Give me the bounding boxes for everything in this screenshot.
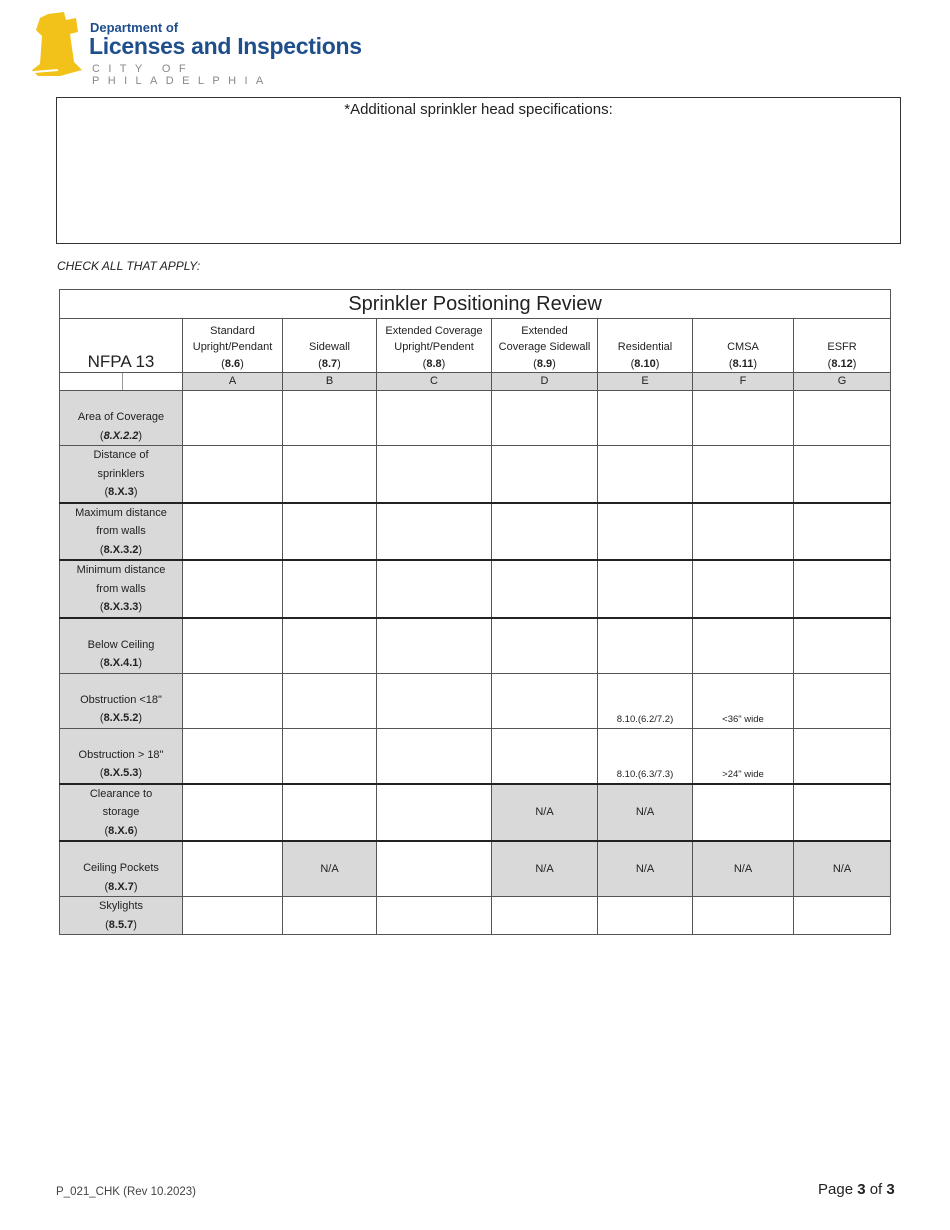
check-cell[interactable]: >24" wide [693,728,794,784]
row-code: (8.X.3) [104,486,138,498]
check-cell[interactable] [377,897,492,935]
check-cell[interactable]: 8.10.(6.2/7.2) [598,673,693,728]
column-letter: B [283,373,377,391]
column-header [183,319,283,373]
check-cell[interactable] [693,618,794,674]
check-cell[interactable] [377,618,492,674]
row-label [60,784,183,842]
check-cell[interactable] [183,618,283,674]
check-cell[interactable] [492,503,598,561]
letter-row-blank [60,373,183,391]
li-logo [30,10,370,87]
row-code: (8.X.6) [104,824,138,837]
check-cell[interactable] [283,897,377,935]
check-cell[interactable] [794,618,891,674]
check-cell[interactable] [693,784,794,842]
check-cell[interactable] [598,897,693,935]
row-label-line: Skylights [98,900,144,912]
column-code: (8.12) [827,357,857,370]
na-cell: N/A [598,784,693,842]
na-cell: N/A [693,841,794,897]
column-header [283,319,377,373]
row-label-line: from walls [96,525,146,537]
row-code: (8.X.3.2) [99,543,143,556]
check-cell[interactable] [492,897,598,935]
table-row [60,503,891,561]
logo-title: Licenses and Inspections [89,33,362,59]
table-row [60,728,891,784]
row-label-line: from walls [96,582,146,595]
check-cell[interactable] [283,446,377,503]
check-cell[interactable] [183,503,283,561]
page-total: 3 [886,1181,895,1198]
column-code: (8.9) [533,357,556,370]
table-row [60,897,891,935]
row-code: (8.X.2.2) [99,429,143,442]
row-label [60,841,183,897]
check-cell[interactable] [377,503,492,561]
corner-nfpa13: NFPA 13 [60,319,183,373]
check-cell[interactable] [794,897,891,935]
row-code: (8.5.7) [105,918,137,931]
check-cell[interactable] [693,391,794,446]
column-header-line: ESFR [827,341,857,353]
check-cell[interactable]: 8.10.(6.3/7.3) [598,728,693,784]
check-cell[interactable] [492,446,598,503]
check-cell[interactable] [183,897,283,935]
row-label [60,897,183,935]
table-row [60,673,891,728]
check-cell[interactable] [693,560,794,618]
row-label [60,560,183,618]
table-row [60,560,891,618]
check-cell[interactable] [693,503,794,561]
table-row [60,446,891,503]
check-cell[interactable] [377,446,492,503]
check-cell[interactable] [183,841,283,897]
column-header-line: Extended Coverage [385,324,483,337]
row-code: (8.X.5.3) [99,767,143,779]
na-cell: N/A [794,841,891,897]
check-cell[interactable] [377,673,492,728]
liberty-bell-icon [30,10,86,78]
column-header-line: Sidewall [309,341,350,353]
row-label-line: Area of Coverage [77,411,165,423]
column-header-line: Extended [521,324,568,337]
check-cell[interactable] [794,560,891,618]
table-row [60,784,891,842]
column-header-line: Coverage Sidewall [498,341,591,353]
column-letter: C [377,373,492,391]
check-cell[interactable] [283,673,377,728]
check-cell[interactable] [794,503,891,561]
logo-dept: Department of [90,20,179,35]
check-cell[interactable] [598,503,693,561]
row-code: (8.X.3.3) [99,601,143,613]
form-id: P_021_CHK (Rev 10.2023) [56,1186,196,1198]
column-header [693,319,794,373]
column-letter: A [183,373,283,391]
additional-specs-box[interactable] [56,97,901,244]
check-cell[interactable] [183,728,283,784]
check-cell[interactable] [794,728,891,784]
check-cell[interactable] [283,391,377,446]
row-label-line: storage [102,806,140,818]
column-letter: E [598,373,693,391]
column-letter: G [794,373,891,391]
check-cell[interactable] [693,897,794,935]
check-cell[interactable] [794,673,891,728]
check-cell[interactable] [492,391,598,446]
na-cell: N/A [598,841,693,897]
row-label-line: Obstruction <18" [80,693,162,706]
check-cell[interactable] [183,391,283,446]
check-cell[interactable] [598,618,693,674]
check-cell[interactable] [492,673,598,728]
check-cell[interactable] [492,560,598,618]
row-label-line: Distance of [93,449,149,461]
check-cell[interactable] [183,784,283,842]
row-label [60,673,183,728]
check-cell[interactable]: <36" wide [693,673,794,728]
additional-specs-label: *Additional sprinkler head specifications: [344,101,613,118]
row-code: (8.X.5.2) [99,712,143,724]
column-header-line: Residential [617,341,673,353]
column-header-line: Upright/Pendant [192,341,273,353]
check-cell[interactable] [377,784,492,842]
column-header [794,319,891,373]
logo-city: CITY OF PHILADELPHIA [92,63,272,87]
na-cell: N/A [492,784,598,842]
row-label [60,728,183,784]
page-of: of [865,1181,887,1198]
check-cell[interactable] [794,784,891,842]
check-cell[interactable] [183,446,283,503]
row-label-line: Minimum distance [76,564,166,576]
sprinkler-positioning-table [59,289,891,935]
check-cell[interactable] [492,618,598,674]
column-code: (8.10) [630,357,660,370]
row-label [60,391,183,446]
row-label [60,446,183,503]
column-code: (8.6) [221,357,244,370]
row-label-line: Ceiling Pockets [83,862,159,874]
check-cell[interactable] [377,728,492,784]
check-cell[interactable] [794,391,891,446]
row-label-line: Obstruction > 18" [78,748,164,761]
page-prefix: Page [818,1181,858,1198]
check-cell[interactable] [377,560,492,618]
row-label-line: Below Ceiling [87,638,155,651]
check-cell[interactable] [283,784,377,842]
row-label-line: Clearance to [89,787,153,800]
table-title: Sprinkler Positioning Review [60,290,891,319]
column-header [377,319,492,373]
check-cell[interactable] [183,560,283,618]
check-cell[interactable] [377,841,492,897]
row-label [60,618,183,674]
page-number [818,1181,895,1198]
column-letter: D [492,373,598,391]
row-label-line: Maximum distance [75,506,167,519]
column-header-line: Upright/Pendent [394,341,474,353]
column-header-line: CMSA [727,341,759,353]
column-letter: F [693,373,794,391]
column-code: (8.11) [728,357,758,370]
check-cell[interactable] [283,728,377,784]
check-cell[interactable] [283,560,377,618]
column-code: (8.7) [318,357,341,370]
na-cell: N/A [283,841,377,897]
row-label [60,503,183,561]
check-cell[interactable] [283,503,377,561]
column-header [492,319,598,373]
column-code: (8.8) [422,357,446,370]
check-cell[interactable] [598,560,693,618]
row-label-line: sprinklers [97,467,145,480]
check-cell[interactable] [598,446,693,503]
page-current: 3 [857,1181,866,1198]
row-code: (8.X.4.1) [99,657,143,669]
check-cell[interactable] [183,673,283,728]
row-code: (8.X.7) [104,880,138,893]
check-cell[interactable] [377,391,492,446]
check-cell[interactable] [693,446,794,503]
table-row [60,841,891,897]
column-header-line: Standard [210,324,255,337]
check-cell[interactable] [794,446,891,503]
check-cell[interactable] [492,728,598,784]
column-header [598,319,693,373]
na-cell: N/A [492,841,598,897]
table-row [60,391,891,446]
check-cell[interactable] [283,618,377,674]
check-cell[interactable] [598,391,693,446]
table-row [60,618,891,674]
check-all-label: CHECK ALL THAT APPLY: [57,259,201,273]
